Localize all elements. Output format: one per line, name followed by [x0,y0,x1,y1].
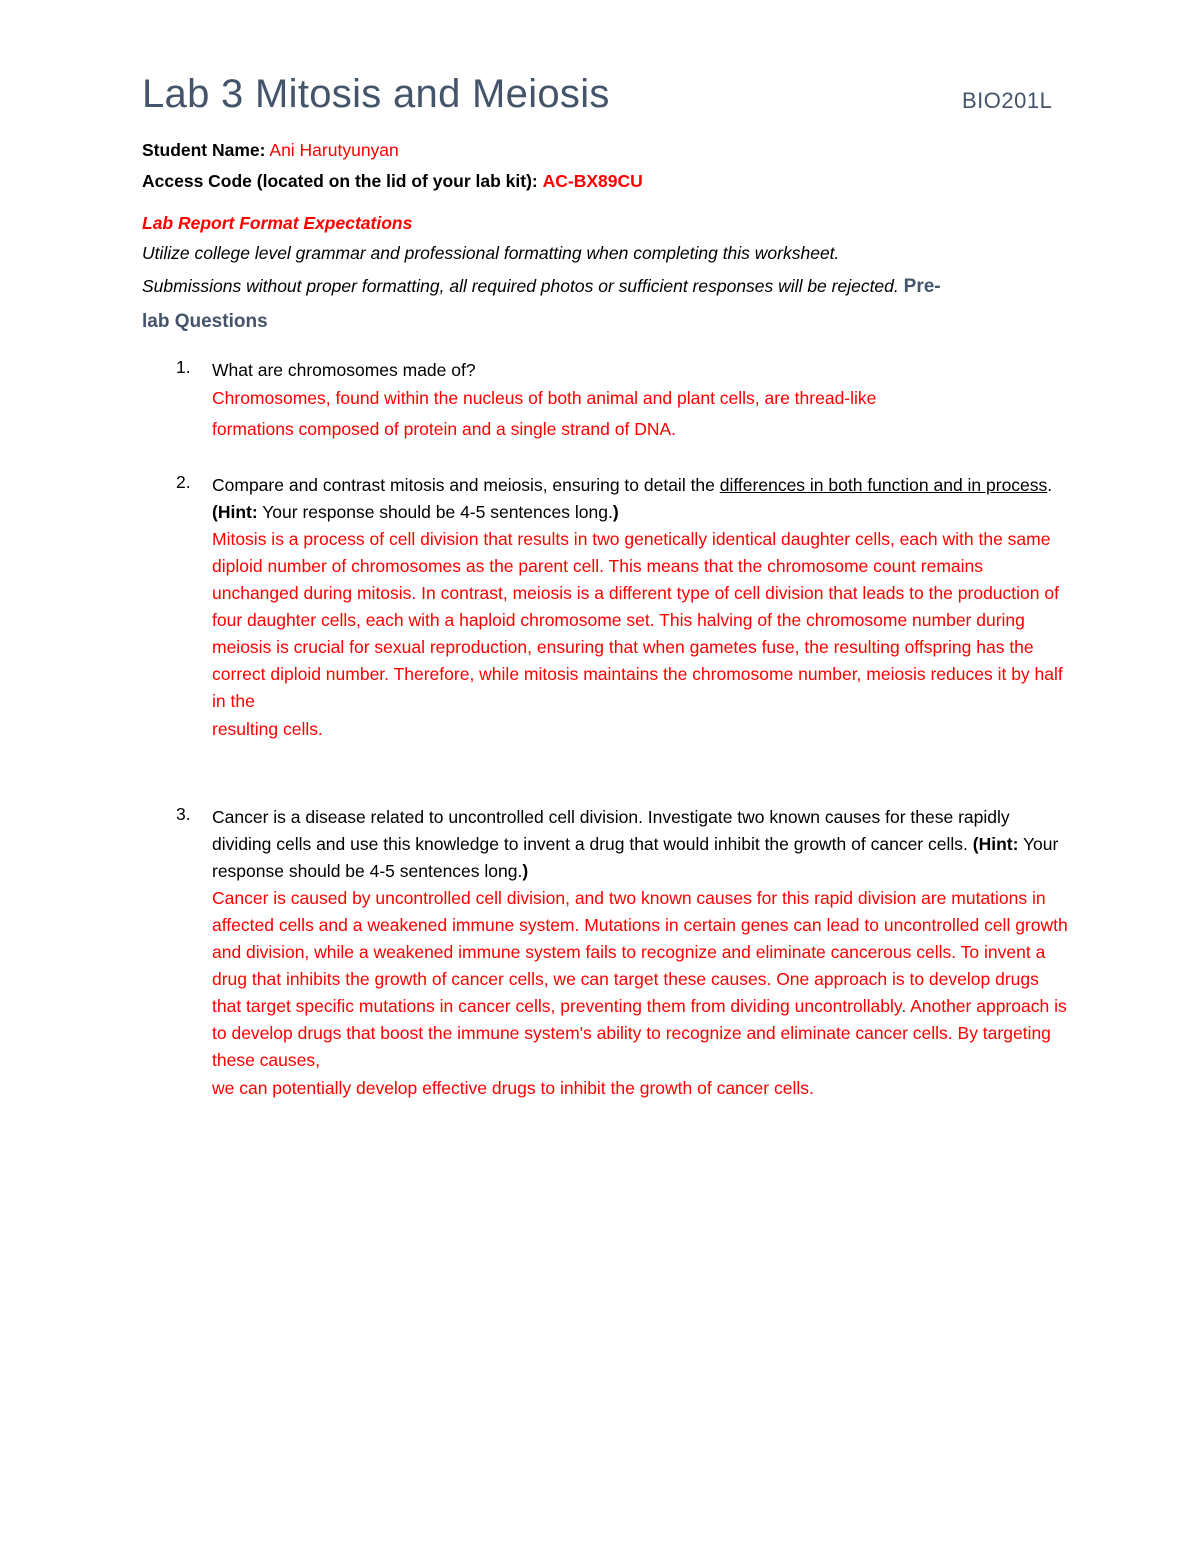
student-name-label: Student Name: [142,140,266,160]
prompt-start: Compare and contrast mitosis and meiosis, ensuring to detail the [212,475,720,495]
prelab-heading: lab Questions [142,311,268,332]
question-body [212,472,1072,746]
expectations-line-2: Submissions without proper formatting, all required photos or sufficient responses will be rejected. [142,276,899,296]
question-number: 1. [176,357,191,377]
hint-open: ( [972,834,979,854]
hint-open: ( [212,502,218,522]
answer-text: Mitosis is a process of cell division that results in two genetically identical daughter cells, each with the same diploid number of chromosomes as the parent cell. This means that the chromosome count remains unchanged during mitosis. In contrast, meiosis is a different type of cell division that leads to the production of four daughter cells, each with a haploid chromosome set. This halving of the chromosome number during meiosis is crucial for sexual reproduction, ensuring that when gametes fuse, the resulting offspring has the correct diploid number. Therefore, while mitosis maintains the chromosome number, meiosis reduces it by half in the [212,529,1063,711]
hint-close: ) [612,502,619,522]
question-body [212,804,1072,1105]
hint-label: Hint: [978,834,1019,854]
question-body [212,357,1072,446]
answer-line-2: formations composed of protein and a single strand of DNA. [212,419,676,439]
question-prompt: What are chromosomes made of? [212,360,476,380]
hint-label: Hint: [217,502,258,522]
hint-close: ) [522,861,529,881]
hint-text: Your response should be 4-5 sentences long. [257,502,613,522]
answer-end: we can potentially develop effective drugs to inhibit the growth of cancer cells. [212,1078,814,1098]
course-code: BIO201L [962,88,1053,113]
prompt-text: Cancer is a disease related to uncontrolled cell division. Investigate two known causes for these rapidly dividing cells and use this knowledge to invent a drug that would inhibit the growth of cancer cells. [212,807,1010,854]
question-prompt [212,804,1072,885]
expectations-heading: Lab Report Format Expectations [142,213,413,233]
answer-line-1: Chromosomes, found within the nucleus of both animal and plant cells, are thread-like [212,388,877,408]
hint-text: Your response should be 4-5 sentences long. [212,834,1059,881]
student-name-row [142,140,399,161]
student-name-value: Ani Harutyunyan [269,140,399,160]
page-title: Lab 3 Mitosis and Meiosis [142,72,610,116]
expectations-line-1: Utilize college level grammar and professional formatting when completing this worksheet. [142,243,840,263]
prompt-end: . [1047,475,1053,495]
expectations-line-2-row [142,276,941,298]
access-code-value: AC-BX89CU [542,171,643,191]
prompt-underlined: differences in both function and in process [719,475,1048,495]
prelab-heading-part1: Pre- [903,276,941,297]
answer-text: Cancer is caused by uncontrolled cell division, and two known causes for this rapid division are mutations in affected cells and a weakened immune system. Mutations in certain genes can lead to uncontrolled cell growth and division, while a weakened immune system fails to recognize and eliminate cancerous cells. To invent a drug that inhibits the growth of cancer cells, we can target these causes. One approach is to develop drugs that target specific mutations in cancer cells, preventing them from dividing uncontrollably. Another approach is to develop drugs that boost the immune system's ability to recognize and eliminate cancer cells. By targeting these causes, [212,888,1068,1070]
question-number: 2. [176,472,191,492]
access-code-label: Access Code (located on the lid of your lab kit): [142,171,538,191]
question-number: 3. [176,804,191,824]
answer-end: resulting cells. [212,719,323,739]
question-prompt [212,472,1072,526]
access-code-row [142,171,643,192]
